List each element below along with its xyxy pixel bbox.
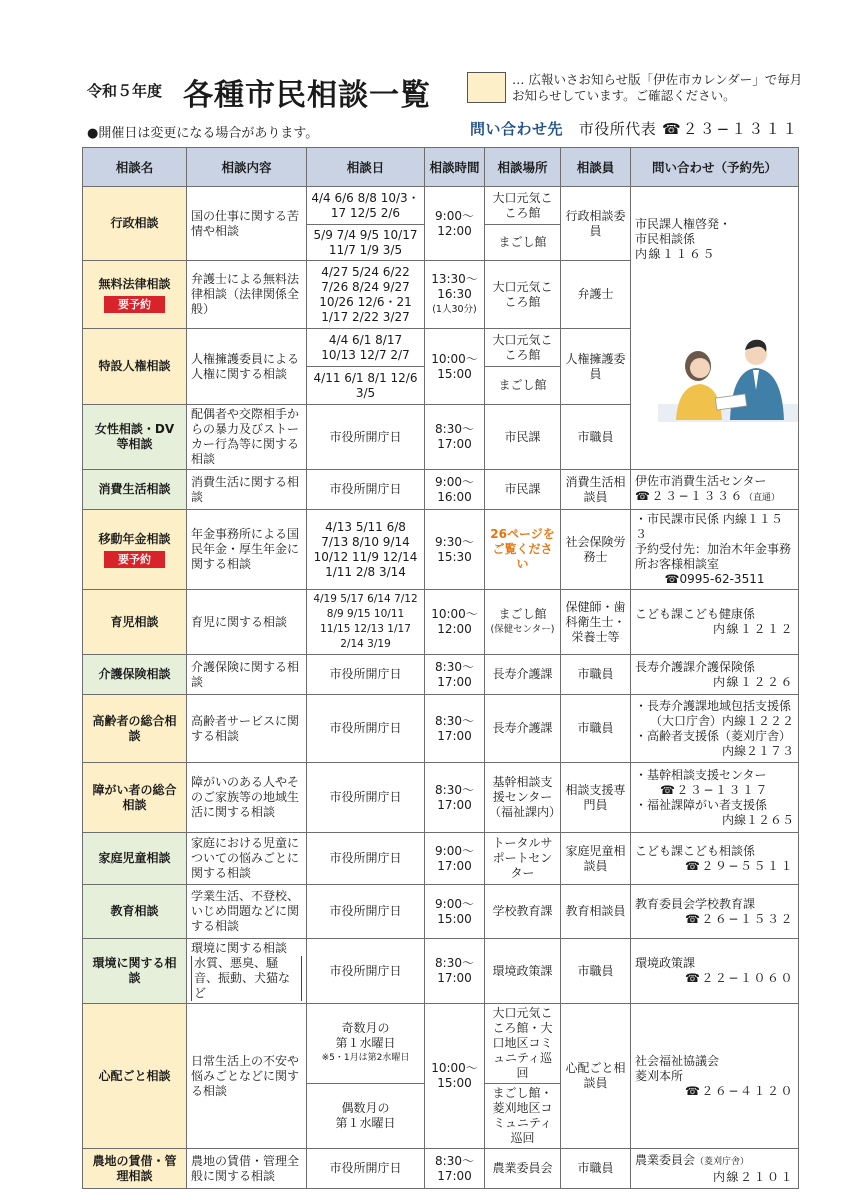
contact-tel: ☎２２−１０６０ [684,971,794,985]
contact-line: 菱刈本所 [635,1068,684,1083]
row-name: 行政相談 [83,187,187,261]
row-name [83,510,187,590]
row-staff: 市職員 [561,405,631,470]
col-header: 相談場所 [485,148,561,187]
row-time [425,261,485,329]
contact-tel: ☎２９−５５１１ [684,858,794,873]
date-text: 第１水曜日 [335,1036,396,1050]
row-name [83,261,187,329]
row-name: 環境に関する相談 [83,939,187,1004]
row-date: 4/19 5/17 6/14 7/12 8/9 9/15 10/11 11/15 12/13 1/17 2/14 3/19 [307,590,425,655]
row-date: 市役所開庁日 [307,470,425,510]
row-content: 高齢者サービスに関する相談 [187,695,307,763]
contact-line: 教育委員会学校教育課 [635,896,756,911]
contact-line: 内線２１７３ [721,743,794,758]
row-place: 農業委員会 [485,1149,561,1189]
row-place: 学校教育課 [485,885,561,939]
contact-text: 農業委員会 [635,1152,696,1167]
page-title: 各種市民相談一覧 [183,78,431,113]
row-place: 大口元気こころ館 [485,261,561,329]
row-time: 8:30～17:00 [425,763,485,833]
contact-tel: ☎２３−１３１１ [662,120,800,138]
row-name: 高齢者の総合相談 [83,695,187,763]
time-text: 13:30～16:30 [431,272,478,301]
table-header-row [83,148,799,187]
row-content: 介護保険に関する相談 [187,655,307,695]
row-time: 9:00～12:00 [425,187,485,261]
contact-line: 予約受付先：加治木年金事務所お客様相談室 [635,542,792,571]
row-content: 配偶者や交際相手からの暴力及びストーカー行為等に関する相談 [187,405,307,470]
row-contact [631,510,799,590]
row-staff: 行政相談委員 [561,187,631,261]
table-row [83,510,799,590]
col-header: 相談日 [307,148,425,187]
row-content: 学業生活、不登校、いじめ問題などに関する相談 [187,885,307,939]
row-name: 障がい者の総合相談 [83,763,187,833]
row-place: 市民課 [485,470,561,510]
row-time: 10:00～15:00 [425,1004,485,1149]
row-time: 9:00～17:00 [425,833,485,885]
row-time: 10:00～15:00 [425,329,485,405]
row-contact [631,763,799,833]
row-place: 大口元気こころ館 [485,187,561,225]
row-date: 市役所開庁日 [307,1149,425,1189]
row-name: 心配ごと相談 [83,1004,187,1149]
row-time: 8:30～17:00 [425,405,485,470]
row-time: 8:30～17:00 [425,655,485,695]
contact-tel: ☎0995-62-3511 [664,572,765,586]
row-place [485,590,561,655]
row-contact [631,695,799,763]
row-staff: 市職員 [561,939,631,1004]
consultation-illustration [658,330,798,422]
row-date: 5/9 7/4 9/5 10/17 11/7 1/9 3/5 [307,225,425,261]
row-time: 10:00～12:00 [425,590,485,655]
contact-line: ・福祉課障がい者支援係 [635,797,768,812]
contact-line [635,1153,794,1170]
row-date: 市役所開庁日 [307,655,425,695]
row-place: 大口元気こころ館・大口地区コミュニティ巡回 [485,1004,561,1084]
row-name: 家庭児童相談 [83,833,187,885]
date-text: 奇数月の [341,1021,390,1035]
col-header: 相談時間 [425,148,485,187]
schedule-note: ●開催日は変更になる場合があります。 [87,126,319,141]
row-place: 市民課 [485,405,561,470]
row-name: 農地の賃借・管理相談 [83,1149,187,1189]
fiscal-year: 令和５年度 [87,82,163,100]
row-time: 9:30～15:30 [425,510,485,590]
row-date: 4/4 6/1 8/17 10/13 12/7 2/7 [307,329,425,367]
contact-line: ・基幹相談支援センター [635,767,767,782]
table-row [83,1004,799,1084]
row-content: 国の仕事に関する苦情や相談 [187,187,307,261]
row-name: 育児相談 [83,590,187,655]
table-row [83,655,799,695]
col-header: 問い合わせ（予約先） [631,148,799,187]
row-name-text: 移動年金相談 [98,531,171,546]
contact-line: 長寿介護課介護保険係 [635,659,756,674]
contact-line: 市民相談係 [635,232,696,246]
row-contact [631,939,799,1004]
row-staff: 相談支援専門員 [561,763,631,833]
date-note: ※5・1月は第2水曜日 [321,1053,410,1063]
row-place-link: 26ページをご覧ください [485,510,561,590]
main-contact [470,118,799,139]
table-row [83,187,799,225]
contact-line: 社会福祉協議会 [635,1053,720,1068]
row-content: 障がいのある人やそのご家族等の地域生活に関する相談 [187,763,307,833]
contact-tel: ☎２３−１３１７ [659,782,769,797]
date-text: 第１水曜日 [335,1116,396,1130]
row-time: 8:30～17:00 [425,939,485,1004]
row-content: 年金事務所による国民年金・厚生年金に関する相談 [187,510,307,590]
col-header: 相談内容 [187,148,307,187]
row-staff: 心配ごと相談員 [561,1004,631,1149]
row-content: 農地の賃借・管理全般に関する相談 [187,1149,307,1189]
contact-line: ・高齢者支援係（菱刈庁舎） [635,728,792,743]
row-date: 市役所開庁日 [307,405,425,470]
contact-line [635,489,794,506]
row-staff: 消費生活相談員 [561,470,631,510]
row-contact [631,1004,799,1149]
row-staff: 社会保険労務士 [561,510,631,590]
time-note: (1人30分) [432,304,477,315]
row-place: 長寿介護課 [485,695,561,763]
consultation-table [82,147,799,1189]
row-date: 4/11 6/1 8/1 12/6 3/5 [307,367,425,405]
contact-line: こども課こども健康係 [635,607,756,621]
row-contact [631,1149,799,1189]
page-header [0,0,848,150]
row-date [307,1004,425,1084]
row-name: 女性相談・DV 等相談 [83,405,187,470]
row-time: 9:00～15:00 [425,885,485,939]
row-date: 市役所開庁日 [307,763,425,833]
row-content: 人権擁護委員による人権に関する相談 [187,329,307,405]
contact-line: 内線２１０１ [712,1169,794,1184]
contact-line: 内線１２２６ [712,674,794,689]
contact-line: 内線１２１２ [712,622,794,636]
row-place: 環境政策課 [485,939,561,1004]
contact-line: ・長寿介護課地域包括支援係 [635,698,792,713]
row-date: 4/13 5/11 6/8 7/13 8/10 9/14 10/12 11/9 12/14 1/11 2/8 3/14 [307,510,425,590]
row-staff: 保健師・歯科衛生士・栄養士等 [561,590,631,655]
row-content: 弁護士による無料法律相談（法律関係全般） [187,261,307,329]
table-row [83,1149,799,1189]
legend-swatch [467,72,506,103]
table-row [83,833,799,885]
row-staff: 教育相談員 [561,885,631,939]
date-text: 偶数月の [341,1101,390,1115]
row-staff: 市職員 [561,1149,631,1189]
contact-value: 市役所代表 [578,120,657,138]
contact-note: （菱刈庁舎） [695,1156,750,1167]
table-row [83,939,799,1004]
col-header: 相談員 [561,148,631,187]
row-content: 家庭における児童についての悩みごとに関する相談 [187,833,307,885]
row-place: 長寿介護課 [485,655,561,695]
row-place: まごし館・菱刈地区コミュニティ巡回 [485,1084,561,1149]
contact-line: 内線１２６５ [721,812,794,827]
row-place: 基幹相談支援センター（福祉課内） [485,763,561,833]
row-time: 8:30～17:00 [425,695,485,763]
row-time: 9:00～16:00 [425,470,485,510]
table-row [83,695,799,763]
row-contact [631,885,799,939]
contact-tel: ☎２６−１５３２ [684,911,794,926]
row-name: 介護保険相談 [83,655,187,695]
row-place: トータルサポートセンター [485,833,561,885]
row-staff: 人権擁護委員 [561,329,631,405]
contact-line: （大口庁舎）内線１２２２ [649,713,794,728]
row-staff: 弁護士 [561,261,631,329]
row-time: 8:30～17:00 [425,1149,485,1189]
row-name: 特設人権相談 [83,329,187,405]
row-name: 消費生活相談 [83,470,187,510]
row-content: 消費生活に関する相談 [187,470,307,510]
contact-line: 市民課人権啓発・ [635,217,732,231]
place-text: まごし館 [498,607,547,621]
reservation-badge: 要予約 [104,296,165,313]
row-place: 大口元気こころ館 [485,329,561,367]
place-note: (保健センター) [490,624,555,635]
row-staff: 市職員 [561,655,631,695]
content-text: 環境に関する相談 [191,941,288,955]
table-row [83,885,799,939]
row-name: 教育相談 [83,885,187,939]
reservation-badge: 要予約 [104,551,165,568]
contact-line: 伊佐市消費生活センター [635,473,767,488]
row-date: 市役所開庁日 [307,885,425,939]
contact-line: 環境政策課 [635,956,696,970]
row-date: 市役所開庁日 [307,695,425,763]
row-place: まごし館 [485,225,561,261]
contact-note: （直通） [744,492,781,503]
row-staff: 家庭児童相談員 [561,833,631,885]
row-date: 4/27 5/24 6/22 7/26 8/24 9/27 10/26 12/6・21 1/17 2/22 3/27 [307,261,425,329]
row-contact [631,833,799,885]
row-content [187,939,307,1004]
row-date: 4/4 6/6 8/8 10/3・17 12/5 2/6 [307,187,425,225]
row-name-text: 無料法律相談 [98,276,171,291]
contact-tel: ☎２６−４１２０ [684,1083,794,1098]
legend-text: … 広報いさお知らせ版「伊佐市カレンダー」で毎月お知らせしています。ご確認ください。 [512,72,803,103]
row-staff: 市職員 [561,695,631,763]
contact-line: 内線１１６５ [635,247,717,261]
row-contact [631,590,799,655]
row-contact [631,655,799,695]
contact-label: 問い合わせ先 [470,120,564,138]
row-place: まごし館 [485,367,561,405]
row-date: 市役所開庁日 [307,939,425,1004]
row-date: 市役所開庁日 [307,833,425,885]
contact-line: ・市民課市民係 内線１１５３ [635,512,783,541]
contact-line: こども課こども相談係 [635,843,756,858]
content-examples: 水質、悪臭、騒音、振動、犬猫など [191,956,302,1001]
col-header: 相談名 [83,148,187,187]
table-row [83,590,799,655]
contact-tel: ☎２３−１３３６ [635,488,745,503]
row-content: 日常生活上の不安や悩みごとなどに関する相談 [187,1004,307,1149]
row-date [307,1084,425,1149]
row-contact [631,470,799,510]
row-contact [631,187,799,470]
row-content: 育児に関する相談 [187,590,307,655]
table-row [83,763,799,833]
table-row [83,470,799,510]
